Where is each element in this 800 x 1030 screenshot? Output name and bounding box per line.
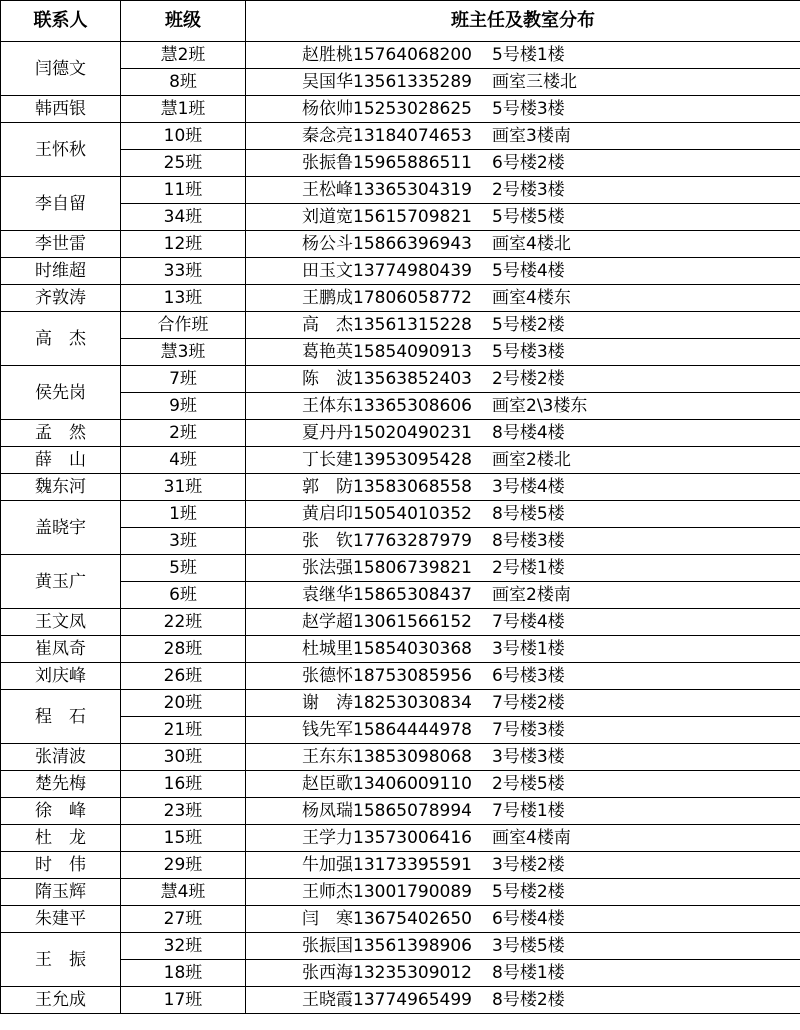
contact-cell: 崔凤奇 (1, 636, 121, 663)
class-cell: 30班 (121, 744, 246, 771)
classroom-location: 6号楼4楼 (492, 909, 565, 929)
class-cell: 4班 (121, 447, 246, 474)
classroom-location: 画室2楼南 (492, 585, 571, 605)
classroom-location: 7号楼4楼 (492, 612, 565, 632)
teacher-name-phone: 张 钦17763287979 (302, 531, 472, 551)
teacher-location-cell (246, 285, 800, 312)
teacher-name-phone: 杨公斗15866396943 (302, 234, 472, 254)
teacher-location-cell (246, 609, 800, 636)
table-row (1, 825, 800, 852)
table-row (1, 771, 800, 798)
teacher-name-phone: 赵胜桃15764068200 (302, 45, 472, 65)
classroom-location: 5号楼2楼 (492, 882, 565, 902)
teacher-location-cell (246, 177, 800, 204)
table-row (1, 420, 800, 447)
teacher-location-cell (246, 987, 800, 1014)
table-row (1, 717, 800, 744)
teacher-name-phone: 刘道宽15615709821 (302, 207, 472, 227)
table-row (1, 609, 800, 636)
contact-cell: 徐 峰 (1, 798, 121, 825)
teacher-name-phone: 牛加强13173395591 (302, 855, 472, 875)
teacher-name-phone: 高 杰13561315228 (302, 315, 472, 335)
teacher-name-phone: 杨凤瑞15865078994 (302, 801, 472, 821)
teacher-location-cell (246, 69, 800, 96)
classroom-location: 2号楼3楼 (492, 180, 565, 200)
teacher-location-cell (246, 204, 800, 231)
table-row (1, 150, 800, 177)
table-row (1, 555, 800, 582)
contact-cell: 齐敦涛 (1, 285, 121, 312)
classroom-location: 画室2\3楼东 (492, 396, 588, 416)
table-row (1, 69, 800, 96)
class-cell: 15班 (121, 825, 246, 852)
class-cell: 合作班 (121, 312, 246, 339)
table-row (1, 258, 800, 285)
classroom-location: 8号楼1楼 (492, 963, 565, 983)
teacher-name-phone: 夏丹丹15020490231 (302, 423, 472, 443)
class-cell: 31班 (121, 474, 246, 501)
table-row (1, 96, 800, 123)
classroom-location: 5号楼3楼 (492, 99, 565, 119)
class-cell: 21班 (121, 717, 246, 744)
teacher-location-cell (246, 258, 800, 285)
table-row (1, 798, 800, 825)
teacher-name-phone: 赵学超13061566152 (302, 612, 472, 632)
teacher-name-phone: 吴国华13561335289 (302, 72, 472, 92)
teacher-name-phone: 王松峰13365304319 (302, 180, 472, 200)
teacher-location-cell (246, 96, 800, 123)
teacher-name-phone: 袁继华15865308437 (302, 585, 472, 605)
contact-cell: 时维超 (1, 258, 121, 285)
teacher-location-cell (246, 339, 800, 366)
teacher-name-phone: 王学力13573006416 (302, 828, 472, 848)
classroom-location: 5号楼1楼 (492, 45, 565, 65)
teacher-name-phone: 赵臣歌13406009110 (302, 774, 472, 794)
contact-cell: 隋玉辉 (1, 879, 121, 906)
classroom-location: 6号楼2楼 (492, 153, 565, 173)
table-row (1, 42, 800, 69)
classroom-location: 画室4楼南 (492, 828, 571, 848)
class-cell: 5班 (121, 555, 246, 582)
teacher-name-phone: 杜城里15854030368 (302, 639, 472, 659)
teacher-location-cell (246, 771, 800, 798)
teacher-name-phone: 葛艳英15854090913 (302, 342, 472, 362)
classroom-location: 画室三楼北 (492, 72, 577, 92)
table-row (1, 177, 800, 204)
header-contact: 联系人 (1, 1, 121, 42)
class-cell: 17班 (121, 987, 246, 1014)
table-row (1, 285, 800, 312)
contact-cell: 魏东河 (1, 474, 121, 501)
class-cell: 23班 (121, 798, 246, 825)
teacher-name-phone: 张西海13235309012 (302, 963, 472, 983)
classroom-location: 8号楼4楼 (492, 423, 565, 443)
table-row (1, 582, 800, 609)
table-row (1, 123, 800, 150)
teacher-location-cell (246, 879, 800, 906)
table-row (1, 231, 800, 258)
teacher-name-phone: 黄启印15054010352 (302, 504, 472, 524)
contact-cell: 高 杰 (1, 312, 121, 366)
class-cell: 9班 (121, 393, 246, 420)
classroom-location: 5号楼5楼 (492, 207, 565, 227)
teacher-location-cell (246, 42, 800, 69)
classroom-location: 5号楼2楼 (492, 315, 565, 335)
teacher-location-cell (246, 447, 800, 474)
teacher-name-phone: 陈 波13563852403 (302, 369, 472, 389)
contact-cell: 侯先岗 (1, 366, 121, 420)
teacher-location-cell (246, 933, 800, 960)
teacher-name-phone: 田玉文13774980439 (302, 261, 472, 281)
contact-cell: 王允成 (1, 987, 121, 1014)
classroom-location: 5号楼4楼 (492, 261, 565, 281)
teacher-location-cell (246, 582, 800, 609)
contact-cell: 闫德文 (1, 42, 121, 96)
table-row (1, 366, 800, 393)
teacher-location-cell (246, 501, 800, 528)
class-cell: 32班 (121, 933, 246, 960)
classroom-location: 画室4楼北 (492, 234, 571, 254)
contact-cell: 张清波 (1, 744, 121, 771)
contact-cell: 楚先梅 (1, 771, 121, 798)
table-row (1, 879, 800, 906)
contact-cell: 李世雷 (1, 231, 121, 258)
class-cell: 2班 (121, 420, 246, 447)
teacher-location-cell (246, 366, 800, 393)
teacher-location-cell (246, 960, 800, 987)
table-row (1, 204, 800, 231)
class-cell: 20班 (121, 690, 246, 717)
teacher-name-phone: 张振国13561398906 (302, 936, 472, 956)
teacher-location-cell (246, 474, 800, 501)
contact-cell: 朱建平 (1, 906, 121, 933)
teacher-location-cell (246, 825, 800, 852)
classroom-location: 8号楼2楼 (492, 990, 565, 1010)
teacher-name-phone: 丁长建13953095428 (302, 450, 472, 470)
table-row (1, 501, 800, 528)
table-row (1, 744, 800, 771)
table-row (1, 960, 800, 987)
table-row (1, 447, 800, 474)
teacher-name-phone: 张法强15806739821 (302, 558, 472, 578)
contact-cell: 时 伟 (1, 852, 121, 879)
class-cell: 34班 (121, 204, 246, 231)
table-row (1, 663, 800, 690)
class-cell: 13班 (121, 285, 246, 312)
classroom-location: 5号楼3楼 (492, 342, 565, 362)
classroom-location: 3号楼1楼 (492, 639, 565, 659)
teacher-name-phone: 钱先军15864444978 (302, 720, 472, 740)
class-cell: 22班 (121, 609, 246, 636)
table-row (1, 312, 800, 339)
teacher-location-cell (246, 420, 800, 447)
class-cell: 29班 (121, 852, 246, 879)
classroom-location: 3号楼2楼 (492, 855, 565, 875)
teacher-name-phone: 秦念亮13184074653 (302, 126, 472, 146)
teacher-location-cell (246, 717, 800, 744)
contact-cell: 孟 然 (1, 420, 121, 447)
teacher-location-cell (246, 798, 800, 825)
table-row (1, 339, 800, 366)
header-info: 班主任及教室分布 (246, 1, 800, 42)
teacher-name-phone: 杨依帅15253028625 (302, 99, 472, 119)
contact-cell: 薛 山 (1, 447, 121, 474)
teacher-location-cell (246, 906, 800, 933)
class-cell: 26班 (121, 663, 246, 690)
class-cell: 8班 (121, 69, 246, 96)
contact-cell: 程 石 (1, 690, 121, 744)
class-cell: 27班 (121, 906, 246, 933)
contact-cell: 韩西银 (1, 96, 121, 123)
class-cell: 10班 (121, 123, 246, 150)
class-cell: 18班 (121, 960, 246, 987)
teacher-name-phone: 谢 涛18253030834 (302, 693, 472, 713)
classroom-location: 7号楼3楼 (492, 720, 565, 740)
classroom-location: 3号楼5楼 (492, 936, 565, 956)
class-cell: 6班 (121, 582, 246, 609)
teacher-location-cell (246, 393, 800, 420)
teacher-location-cell (246, 528, 800, 555)
class-cell: 25班 (121, 150, 246, 177)
table-row (1, 933, 800, 960)
header-class: 班级 (121, 1, 246, 42)
teacher-name-phone: 王鹏成17806058772 (302, 288, 472, 308)
class-cell: 1班 (121, 501, 246, 528)
table-row (1, 528, 800, 555)
classroom-location: 2号楼5楼 (492, 774, 565, 794)
classroom-location: 7号楼2楼 (492, 693, 565, 713)
classroom-location: 画室3楼南 (492, 126, 571, 146)
class-cell: 慧4班 (121, 879, 246, 906)
teacher-location-cell (246, 852, 800, 879)
teacher-name-phone: 王体东13365308606 (302, 396, 472, 416)
contact-cell: 王文凤 (1, 609, 121, 636)
teacher-location-cell (246, 555, 800, 582)
contact-cell: 杜 龙 (1, 825, 121, 852)
class-cell: 慧2班 (121, 42, 246, 69)
teacher-location-cell (246, 744, 800, 771)
teacher-name-phone: 闫 寒13675402650 (302, 909, 472, 929)
class-cell: 33班 (121, 258, 246, 285)
table-row (1, 474, 800, 501)
teacher-location-cell (246, 150, 800, 177)
teacher-location-cell (246, 123, 800, 150)
contact-cell: 王 振 (1, 933, 121, 987)
classroom-location: 3号楼4楼 (492, 477, 565, 497)
teacher-name-phone: 张德怀18753085956 (302, 666, 472, 686)
teacher-location-cell (246, 231, 800, 258)
classroom-location: 2号楼2楼 (492, 369, 565, 389)
class-cell: 16班 (121, 771, 246, 798)
class-cell: 12班 (121, 231, 246, 258)
header-row (1, 1, 800, 42)
table-row (1, 852, 800, 879)
classroom-location: 8号楼3楼 (492, 531, 565, 551)
teacher-name-phone: 郭 防13583068558 (302, 477, 472, 497)
table-row (1, 636, 800, 663)
contact-cell: 盖晓宇 (1, 501, 121, 555)
teacher-name-phone: 张振鲁15965886511 (302, 153, 472, 173)
contact-cell: 王怀秋 (1, 123, 121, 177)
teacher-name-phone: 王师杰13001790089 (302, 882, 472, 902)
class-cell: 28班 (121, 636, 246, 663)
teacher-name-phone: 王东东13853098068 (302, 747, 472, 767)
contact-cell: 黄玉广 (1, 555, 121, 609)
class-cell: 11班 (121, 177, 246, 204)
teacher-location-cell (246, 312, 800, 339)
table-row (1, 393, 800, 420)
class-cell: 慧1班 (121, 96, 246, 123)
classroom-location: 画室2楼北 (492, 450, 571, 470)
table-body (1, 42, 800, 1014)
classroom-location: 画室4楼东 (492, 288, 571, 308)
class-cell: 3班 (121, 528, 246, 555)
class-cell: 慧3班 (121, 339, 246, 366)
classroom-location: 7号楼1楼 (492, 801, 565, 821)
class-cell: 7班 (121, 366, 246, 393)
classroom-location: 2号楼1楼 (492, 558, 565, 578)
teacher-name-phone: 王晓霞13774965499 (302, 990, 472, 1010)
contact-cell: 刘庆峰 (1, 663, 121, 690)
classroom-location: 3号楼3楼 (492, 747, 565, 767)
teacher-location-cell (246, 636, 800, 663)
teacher-location-cell (246, 663, 800, 690)
contact-cell: 李自留 (1, 177, 121, 231)
table-row (1, 987, 800, 1014)
table-row (1, 906, 800, 933)
classroom-location: 6号楼3楼 (492, 666, 565, 686)
teacher-location-cell (246, 690, 800, 717)
table-row (1, 690, 800, 717)
classroom-location: 8号楼5楼 (492, 504, 565, 524)
